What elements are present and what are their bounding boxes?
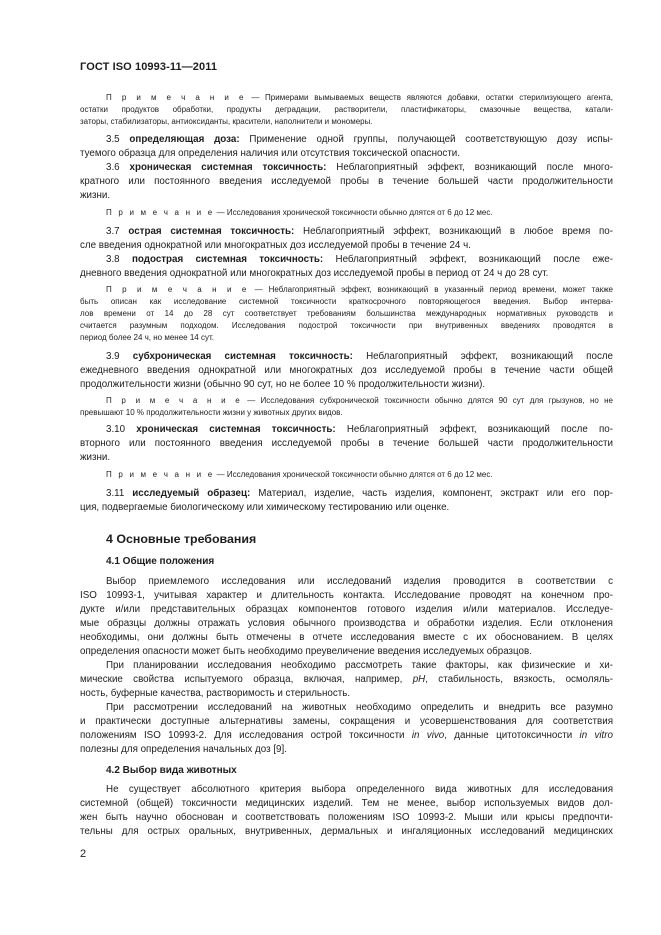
paragraph-line: При рассмотрении исследований на животных необходимо определить и внедрить все разумно [106,702,613,713]
definition-line: жизни. [80,190,111,201]
page-number: 2 [80,848,87,860]
definition-3-7: 3.7 острая системная токсичность: Неблагоприятный эффект, возникающий в любое время по- [106,226,613,237]
paragraph-line: мые образцы должны отражать условия обычного производства и обработки изделия. Если отклонения [80,618,613,629]
paragraph-line: тельны для острых оральных, внутривенных, дермальных и ингаляционных исследований медицинских [80,826,613,837]
definition-line: вторного или постоянного введения исследуемой пробы в течение большей части продолжительности [80,438,613,449]
subsection-heading: 4.1 Общие положения [106,556,215,567]
paragraph-line: системной (общей) токсичности медицинских изделий. Тем не менее, выбор используемых видов дол- [80,798,613,809]
term: острая системная токсичность: [128,226,295,237]
term: исследуемый образец: [132,488,251,499]
definition-line: кратного или постоянного введения исследуемой пробы в течение большей части продолжительности [80,176,613,187]
paragraph-line: ISO 10993-1, учитывая характер и длительность контакта. Исследование проводят на конечном про- [80,590,613,601]
definition-line: ежедневного введения однократной или многократных доз исследуемой пробы в течение части общей [80,365,613,376]
definition-3-8: 3.8 подострая системная токсичность: Неблагоприятный эффект, возникающий после еже- [106,254,613,265]
note-line: превышают 10 % продолжительности жизни у животных других видов. [80,408,343,417]
definition-line: туемого образца для определения наличия или отсутствия токсической опасности. [80,148,461,159]
subsection-heading: 4.2 Выбор вида животных [106,765,237,776]
paragraph-line: Не существует абсолютного критерия выбора определенного вида животных для исследования [106,784,613,795]
term: субхроническая системная токсичность: [132,351,353,362]
paragraph-line: дукте и/или представительных образцах компонентов готового изделия и/или материалов. Исследуе- [80,604,613,615]
paragraph-line: и практически доступные альтернативы замены, сокращения и усовершенствования для соответствия [80,716,613,727]
note-line: лов времени от 14 до 28 сут соответствует требованиям большинства международных нормативных руководств и [80,309,613,318]
definition-line: жизни. [80,452,111,463]
paragraph-line: необходимы, они должны быть отмечены в отчете исследования вместе с их обоснованием. В целях [80,632,613,643]
definition-3-10: 3.10 хроническая системная токсичность: Неблагоприятный эффект, возникающий после по- [106,424,613,435]
definition-3-6: 3.6 хроническая системная токсичность: Неблагоприятный эффект, возникающий после много- [106,162,613,173]
definition-3-9: 3.9 субхроническая системная токсичность: Неблагоприятный эффект, возникающий после [106,351,614,362]
note-line: П р и м е ч а н и е — Неблагоприятный эффект, возникающий в указанный период времени, может также [106,285,613,294]
paragraph-line: жен быть научно обоснован и соответствовать положениям ISO 10993-2. Мыши или крысы предпочти- [80,812,613,823]
paragraph-line: полезны для определения начальных доз [9]. [80,744,287,755]
paragraph-line: При планировании исследования необходимо рассмотреть такие факторы, как физические и хи- [106,660,613,671]
term: хроническая системная токсичность: [129,162,327,173]
section-heading: 4 Основные требования [106,532,257,546]
note-line: остатки продуктов обработки, продукты деградации, растворители, пластификаторы, смазочные вещества, катали- [80,105,613,114]
note-line: быть описан как исследование системной токсичности краткосрочного повторяющегося введения. Выбор интерва- [80,297,613,306]
term: подострая системная токсичность: [131,254,324,265]
note-line: считается разумным подходом. Исследования подострой токсичности при внутривенных введениях проводятся в [80,321,613,330]
note-label: П р и м е ч а н и е [106,93,246,102]
term: определяющая доза: [129,134,240,145]
note-line: заторы, стабилизаторы, антиоксиданты, красители, наполнители и мономеры. [80,117,373,126]
paragraph-line: ность, буферные качества, растворимость и стерильность. [80,688,351,699]
paragraph-line: определения опасности может быть необходимо преувеличение введения исследуемых образцов. [80,646,532,657]
definition-line: продолжительности жизни (обычно 90 сут, но не более 10 % продолжительности жизни). [80,379,486,390]
paragraph-line: положениям ISO 10993-2. Для исследования острой токсичности in vivo, данные цитотоксичности in vitro [80,730,613,741]
document-header: ГОСТ ISO 10993-11—2011 [80,61,218,73]
note-line: П р и м е ч а н и е — Примерами вымываемых веществ являются добавки, остатки стерилизующего агента, [106,93,613,102]
definition-line: сле введения однократной или многократных доз исследуемой пробы в течение 24 ч. [80,240,471,251]
term: хроническая системная токсичность: [136,424,336,435]
paragraph-line: Выбор приемлемого исследования или исследований изделия проводится в соответствии с [106,576,613,587]
note-line: П р и м е ч а н и е — Исследования субхронической токсичности обычно длятся 90 сут для грызунов, но не [106,396,613,405]
definition-3-11: 3.11 исследуемый образец: Материал, изделие, часть изделия, компонент, экстракт или его пор- [106,488,613,499]
definition-line: ция, подвергаемые биологическому или химическому тестированию или оценке. [80,502,450,513]
definition-3-5: 3.5 определяющая доза: Применение одной группы, получающей соответствующую дозу испы- [106,134,613,145]
note-line: П р и м е ч а н и е — Исследования хронической токсичности обычно длятся от 6 до 12 мес. [106,470,493,479]
definition-line: дневного введения однократной или многократных доз исследуемой пробы в период от 24 ч до 28 сут. [80,268,549,279]
note-line: период более 24 ч, но менее 14 сут. [80,333,214,342]
paragraph-line: мические свойства испытуемого образца, включая, например, pH, стабильность, вязкость, осмоляль- [80,674,613,685]
note-line: П р и м е ч а н и е — Исследования хронической токсичности обычно длятся от 6 до 12 мес. [106,208,493,217]
